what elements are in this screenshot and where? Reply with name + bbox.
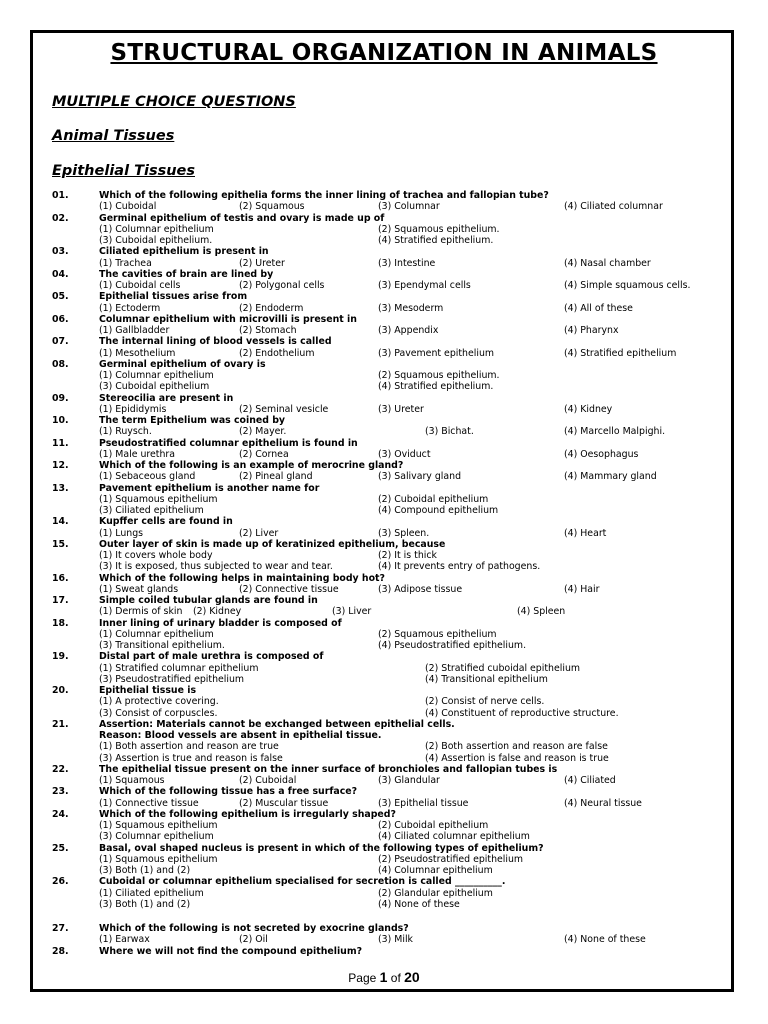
answer-option: (1) Ectoderm	[99, 302, 161, 314]
question-item	[52, 786, 712, 809]
question-text: Which of the following epithelium is irregularly shaped?	[99, 808, 396, 820]
question-number: 08.	[52, 358, 69, 370]
question-item	[52, 618, 712, 652]
answer-option: (4) Heart	[564, 527, 607, 539]
question-number: 19.	[52, 651, 69, 663]
question-text: The epithelial tissue present on the inner surface of bronchioles and fallopian tubes is	[99, 763, 558, 775]
answer-option: (2) Cuboidal epithelium	[378, 493, 489, 505]
answer-option: (1) Connective tissue	[99, 797, 199, 809]
question-item	[52, 764, 712, 787]
question-number: 15.	[52, 538, 69, 550]
question-number: 11.	[52, 437, 69, 449]
answer-option: (2) Squamous	[239, 201, 305, 213]
question-text: Which of the following is not secreted by exocrine glands?	[99, 923, 409, 934]
answer-option: (4) Ciliated columnar	[564, 201, 663, 213]
answer-option: (2) Pseudostratified epithelium	[378, 853, 524, 865]
question-text: Inner lining of urinary bladder is composed of	[99, 617, 342, 629]
question-item	[52, 415, 712, 438]
answer-option: (2) Polygonal cells	[239, 280, 325, 291]
answer-option: (3) It is exposed, thus subjected to wear and tear.	[99, 561, 333, 573]
answer-option: (1) A protective covering.	[99, 696, 219, 708]
answer-option: (4) None of these	[378, 898, 460, 910]
question-text: Which of the following epithelia forms the inner lining of trachea and fallopian tube?	[99, 190, 549, 201]
question-text: Cuboidal or columnar epithelium specialised for secretion is called __________.	[99, 876, 506, 888]
question-number: 25.	[52, 842, 69, 854]
question-text: Simple coiled tubular glands are found in	[99, 595, 318, 606]
question-number: 01.	[52, 190, 69, 201]
question-number: 06.	[52, 313, 69, 325]
question-text: Which of the following tissue has a free surface?	[99, 786, 358, 798]
answer-option: (1) Columnar epithelium	[99, 223, 214, 235]
answer-option: (4) Mammary gland	[564, 471, 657, 483]
question-item	[52, 539, 712, 573]
question-item	[52, 460, 712, 483]
question-text: Epithelial tissues arise from	[99, 291, 248, 303]
answer-option: (4) Nasal chamber	[564, 257, 651, 269]
answer-option: (4) Spleen	[517, 606, 566, 618]
answer-option: (4) Pharynx	[564, 325, 619, 336]
answer-option: (1) Ciliated epithelium	[99, 887, 204, 899]
question-number: 18.	[52, 617, 69, 629]
answer-option: (1) Ruysch.	[99, 426, 152, 438]
question-number: 23.	[52, 786, 69, 798]
question-item	[52, 393, 712, 416]
question-item	[52, 269, 712, 292]
question-number: 24.	[52, 808, 69, 820]
answer-option: (3) Both (1) and (2)	[99, 898, 191, 910]
answer-option: (4) Marcello Malpighi.	[564, 426, 666, 438]
question-item	[52, 314, 712, 337]
answer-option: (1) Cuboidal	[99, 201, 157, 213]
section-heading: MULTIPLE CHOICE QUESTIONS	[52, 94, 296, 110]
answer-option: (2) Both assertion and reason are false	[425, 741, 608, 753]
answer-option: (4) Compound epithelium	[378, 505, 499, 516]
question-text: Assertion: Materials cannot be exchanged between epithelial cells.	[99, 718, 455, 730]
question-number: 04.	[52, 268, 69, 280]
question-text: Columnar epithelium with microvilli is present in	[99, 313, 357, 325]
answer-option: (4) It prevents entry of pathogens.	[378, 561, 541, 573]
question-item	[52, 809, 712, 843]
question-number: 26.	[52, 876, 69, 888]
question-item	[52, 516, 712, 539]
answer-option: (1) Sebaceous gland	[99, 471, 196, 483]
answer-option: (2) Consist of nerve cells.	[425, 696, 545, 708]
question-item	[52, 595, 712, 618]
answer-option: (4) Hair	[564, 583, 600, 595]
answer-option: (2) It is thick	[378, 550, 437, 561]
answer-option: (3) Liver	[332, 606, 372, 618]
answer-option: (4) Stratified epithelium.	[378, 235, 494, 246]
question-text: The term Epithelium was coined by	[99, 415, 286, 426]
answer-option: (2) Cuboidal	[239, 775, 297, 786]
answer-option: (4) Kidney	[564, 403, 613, 415]
answer-option: (2) Seminal vesicle	[239, 403, 329, 415]
answer-option: (1) Squamous epithelium	[99, 493, 218, 505]
answer-option: (2) Cuboidal epithelium	[378, 820, 489, 831]
answer-option: (3) Assertion is true and reason is false	[99, 752, 283, 764]
question-item	[52, 685, 712, 719]
answer-option: (2) Stratified cuboidal epithelium	[425, 662, 581, 674]
answer-option: (3) Columnar epithelium	[99, 831, 214, 843]
answer-option: (3) Pavement epithelium	[378, 347, 495, 359]
page-current: 1	[379, 969, 388, 985]
question-text: Which of the following helps in maintaining body hot?	[99, 572, 385, 584]
answer-option: (4) Ciliated	[564, 775, 616, 786]
question-text: The cavities of brain are lined by	[99, 268, 274, 280]
answer-option: (1) Earwax	[99, 934, 150, 946]
answer-option: (4) None of these	[564, 934, 646, 946]
answer-option: (2) Squamous epithelium	[378, 628, 497, 640]
answer-option: (2) Connective tissue	[239, 583, 339, 595]
answer-option: (2) Oil	[239, 934, 268, 946]
question-text: Epithelial tissue is	[99, 685, 197, 696]
question-item	[52, 213, 712, 247]
answer-option: (4) Stratified epithelium	[564, 347, 677, 359]
answer-option: (1) Squamous epithelium	[99, 820, 218, 831]
subsection-heading: Animal Tissues	[52, 128, 175, 144]
question-item	[52, 190, 712, 213]
answer-option: (2) Ureter	[239, 257, 285, 269]
answer-option: (3) Adipose tissue	[378, 583, 463, 595]
question-number: 28.	[52, 945, 69, 957]
answer-option: (2) Cornea	[239, 448, 289, 460]
answer-option: (1) Sweat glands	[99, 583, 179, 595]
answer-option: (3) Glandular	[378, 775, 440, 786]
question-text: Outer layer of skin is made up of keratinized epithelium, because	[99, 538, 446, 550]
question-number: 20.	[52, 685, 69, 696]
answer-option: (3) Epithelial tissue	[378, 797, 469, 809]
answer-option: (2) Squamous epithelium.	[378, 370, 500, 381]
answer-option: (4) Simple squamous cells.	[564, 280, 691, 291]
topic-heading: Epithelial Tissues	[52, 163, 195, 179]
answer-option: (1) Epididymis	[99, 403, 167, 415]
question-number: 03.	[52, 246, 69, 258]
question-text: Germinal epithelium of testis and ovary is made up of	[99, 212, 385, 224]
answer-option: (2) Stomach	[239, 325, 297, 336]
question-item	[52, 336, 712, 359]
question-number: 10.	[52, 415, 69, 426]
answer-option: (1) Stratified columnar epithelium	[99, 662, 259, 674]
answer-option: (3) Bichat.	[425, 426, 474, 438]
question-item	[52, 946, 712, 957]
answer-option: (1) Mesothelium	[99, 347, 176, 359]
question-text: The internal lining of blood vessels is called	[99, 336, 332, 348]
answer-option: (3) Mesoderm	[378, 302, 444, 314]
answer-option: (3) Ureter	[378, 403, 424, 415]
answer-option: (3) Appendix	[378, 325, 439, 336]
question-item	[52, 876, 712, 910]
page-of: of	[387, 971, 405, 985]
page-label: Page	[348, 971, 380, 985]
answer-option: (3) Both (1) and (2)	[99, 865, 191, 876]
answer-option: (1) It covers whole body	[99, 550, 213, 561]
question-number: 16.	[52, 572, 69, 584]
question-text: Reason: Blood vessels are absent in epithelial tissue.	[99, 730, 382, 741]
answer-option: (1) Cuboidal cells	[99, 280, 181, 291]
answer-option: (1) Gallbladder	[99, 325, 170, 336]
question-list	[52, 190, 712, 957]
page-title: STRUCTURAL ORGANIZATION IN ANIMALS	[110, 40, 658, 66]
answer-option: (3) Consist of corpuscles.	[99, 707, 218, 719]
answer-option: (2) Liver	[239, 527, 279, 539]
answer-option: (4) Constituent of reproductive structure.	[425, 707, 619, 719]
answer-option: (1) Both assertion and reason are true	[99, 741, 279, 753]
question-number: 22.	[52, 763, 69, 775]
question-item	[52, 651, 712, 685]
answer-option: (3) Transitional epithelium.	[99, 640, 225, 651]
answer-option: (4) Neural tissue	[564, 797, 642, 809]
question-number: 14.	[52, 516, 69, 528]
answer-option: (2) Mayer.	[239, 426, 287, 438]
question-text: Ciliated epithelium is present in	[99, 246, 269, 258]
question-number: 13.	[52, 482, 69, 494]
question-text: Pavement epithelium is another name for	[99, 482, 320, 494]
page-footer	[0, 969, 768, 985]
answer-option: (4) Assertion is false and reason is true	[425, 752, 609, 764]
answer-option: (4) Stratified epithelium.	[378, 381, 494, 393]
question-item	[52, 359, 712, 393]
question-text: Stereocilia are present in	[99, 392, 234, 404]
question-item	[52, 246, 712, 269]
question-text: Germinal epithelium of ovary is	[99, 358, 266, 370]
question-text: Which of the following is an example of merocrine gland?	[99, 460, 404, 471]
answer-option: (3) Milk	[378, 934, 413, 946]
question-number: 27.	[52, 923, 69, 934]
answer-option: (2) Kidney	[193, 606, 242, 618]
answer-option: (4) Pseudostratified epithelium.	[378, 640, 527, 651]
answer-option: (1) Lungs	[99, 527, 144, 539]
answer-option: (3) Pseudostratified epithelium	[99, 673, 245, 685]
question-item	[52, 573, 712, 596]
question-text: Distal part of male urethra is composed of	[99, 651, 324, 663]
question-number: 05.	[52, 291, 69, 303]
question-number: 02.	[52, 212, 69, 224]
question-text: Pseudostratified columnar epithelium is found in	[99, 437, 358, 449]
answer-option: (2) Glandular epithelium	[378, 887, 493, 899]
question-item	[52, 483, 712, 517]
answer-option: (3) Cuboidal epithelium.	[99, 235, 213, 246]
answer-option: (4) Ciliated columnar epithelium	[378, 831, 530, 843]
answer-option: (4) Columnar epithelium	[378, 865, 493, 876]
question-item	[52, 438, 712, 461]
question-number: 12.	[52, 460, 69, 471]
answer-option: (3) Oviduct	[378, 448, 431, 460]
question-text: Kupffer cells are found in	[99, 516, 233, 528]
answer-option: (4) All of these	[564, 302, 633, 314]
question-text: Basal, oval shaped nucleus is present in which of the following types of epithelium?	[99, 842, 544, 854]
answer-option: (3) Salivary gland	[378, 471, 462, 483]
question-number: 09.	[52, 392, 69, 404]
answer-option: (3) Ciliated epithelium	[99, 505, 204, 516]
answer-option: (2) Endoderm	[239, 302, 304, 314]
question-item	[52, 719, 712, 764]
answer-option: (3) Columnar	[378, 201, 440, 213]
question-item	[52, 843, 712, 877]
question-number: 21.	[52, 718, 69, 730]
answer-option: (1) Dermis of skin	[99, 606, 183, 618]
answer-option: (2) Muscular tissue	[239, 797, 329, 809]
question-number: 17.	[52, 595, 69, 606]
answer-option: (2) Pineal gland	[239, 471, 313, 483]
answer-option: (3) Spleen.	[378, 527, 430, 539]
question-text: Where we will not find the compound epithelium?	[99, 945, 363, 957]
answer-option: (1) Columnar epithelium	[99, 370, 214, 381]
answer-option: (4) Oesophagus	[564, 448, 639, 460]
answer-option: (3) Intestine	[378, 257, 436, 269]
page-total: 20	[404, 969, 420, 985]
answer-option: (2) Endothelium	[239, 347, 315, 359]
answer-option: (1) Columnar epithelium	[99, 628, 214, 640]
answer-option: (1) Squamous epithelium	[99, 853, 218, 865]
answer-option: (4) Transitional epithelium	[425, 673, 548, 685]
answer-option: (1) Male urethra	[99, 448, 176, 460]
answer-option: (3) Ependymal cells	[378, 280, 471, 291]
answer-option: (1) Squamous	[99, 775, 165, 786]
question-item	[52, 291, 712, 314]
question-number: 07.	[52, 336, 69, 348]
answer-option: (3) Cuboidal epithelium	[99, 381, 210, 393]
answer-option: (1) Trachea	[99, 257, 152, 269]
question-item	[52, 923, 712, 946]
answer-option: (2) Squamous epithelium.	[378, 223, 500, 235]
